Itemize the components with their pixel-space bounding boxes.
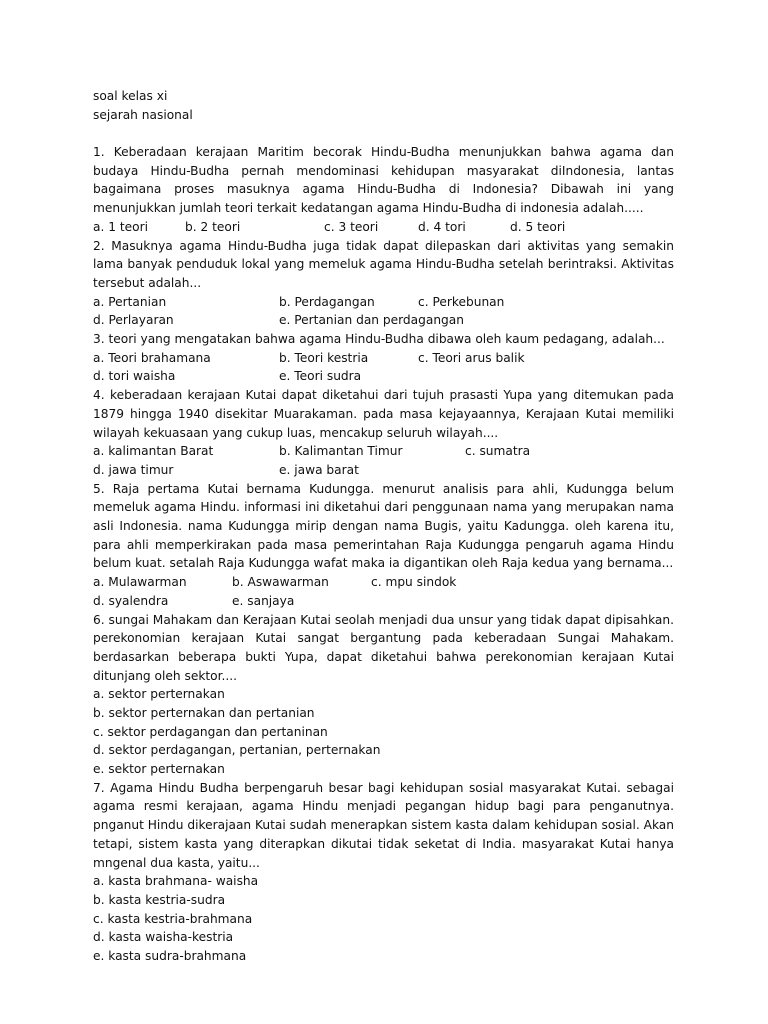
- option: d. 4 tori: [418, 219, 466, 234]
- option: d. sektor perdagangan, pertanian, perternakan: [93, 743, 381, 758]
- option: c. Perkebunan: [418, 294, 505, 309]
- question-4-options-row-2: [93, 461, 674, 480]
- question-2-options-row-1: [93, 293, 674, 312]
- option: a. sektor perternakan: [93, 687, 225, 702]
- question-5-text: 5. Raja pertama Kutai bernama Kudungga. menurut analisis para ahli, Kudungga belum memeluk agama Hindu. informasi ini diketahui dari penggunaan nama yang merupakan nama asli Indonesia. nama Kudungga mirip dengan nama Bugis, yaitu Kadungga. oleh karena itu, para ahli memperkirakan pada masa pemerintahan Raja Kudungga pengaruh agama Hindu belum kuat. setalah Raja Kudungga wafat maka ia digantikan oleh Raja kedua yang bernama...: [93, 481, 674, 571]
- option: d. syalendra: [93, 593, 169, 608]
- option: b. kasta kestria-sudra: [93, 892, 226, 907]
- doc-title-line-2: sejarah nasional: [93, 107, 193, 122]
- option: a. Teori brahamana: [93, 350, 211, 365]
- option: c. sektor perdagangan dan pertaninan: [93, 724, 328, 739]
- option: b. 2 teori: [185, 219, 241, 234]
- question-1-text: 1. Keberadaan kerajaan Maritim becorak Hindu-Budha menunjukkan bahwa agama dan budaya Hindu-Budha pernah mendominasi kehidupan masyarakat diIndonesia, lantas bagaimana proses masuknya agama Hindu-Budha di Indonesia? Dibawah ini yang menunjukkan jumlah teori terkait kedatangan agama Hindu-Budha di indonesia adalah.....: [93, 145, 674, 216]
- option: e. Teori sudra: [279, 369, 362, 384]
- question-3-options-row-1: [93, 349, 674, 368]
- option: e. Pertanian dan perdagangan: [279, 313, 464, 328]
- question-6-text: 6. sungai Mahakam dan Kerajaan Kutai seolah menjadi dua unsur yang tidak dapat dipisahkan. perekonomian kerajaan Kutai sangat bergantung pada keberadaan Sungai Mahakam. berdasarkan beberapa bukti Yupa, dapat diketahui bahwa perekonomian kerajaan Kutai ditunjang oleh sektor....: [93, 612, 674, 683]
- question-5-options-row-2: [93, 592, 674, 611]
- option: b. Kalimantan Timur: [279, 444, 403, 459]
- option: e. jawa barat: [279, 462, 359, 477]
- option: d. jawa timur: [93, 462, 174, 477]
- option: d. Perlayaran: [93, 313, 174, 328]
- option: a. kalimantan Barat: [93, 444, 214, 459]
- question-3-options-row-2: [93, 367, 674, 386]
- question-5-options-row-1: [93, 573, 674, 592]
- option: c. sumatra: [465, 444, 531, 459]
- option: a. Pertanian: [93, 294, 167, 309]
- question-3-text: 3. teori yang mengatakan bahwa agama Hindu-Budha dibawa oleh kaum pedagang, adalah...: [93, 332, 665, 347]
- option: b. Teori kestria: [279, 350, 369, 365]
- option: e. sektor perternakan: [93, 762, 225, 777]
- option: a. 1 teori: [93, 219, 148, 234]
- question-4-options-row-1: [93, 442, 674, 461]
- option: c. 3 teori: [324, 219, 379, 234]
- document-page: [93, 87, 674, 966]
- option: e. sanjaya: [232, 593, 295, 608]
- option: d. 5 teori: [510, 219, 566, 234]
- doc-title-line-1: soal kelas xi: [93, 89, 168, 103]
- option: a. kasta brahmana- waisha: [93, 874, 259, 889]
- option: c. kasta kestria-brahmana: [93, 911, 253, 926]
- option: c. Teori arus balik: [418, 350, 525, 365]
- option: d. tori waisha: [93, 369, 176, 384]
- option: b. sektor perternakan dan pertanian: [93, 706, 315, 720]
- question-2-text: 2. Masuknya agama Hindu-Budha juga tidak dapat dilepaskan dari aktivitas yang semakin lama banyak penduduk lokal yang memeluk agama Hindu-Budha setelah berintraksi. Aktivitas tersebut adalah...: [93, 238, 674, 290]
- question-4-text: 4. keberadaan kerajaan Kutai dapat diketahui dari tujuh prasasti Yupa yang ditemukan pada 1879 hingga 1940 disekitar Muarakaman. pada masa kejayaannya, Kerajaan Kutai memiliki wilayah kekuasaan yang cukup luas, mencakup seluruh wilayah....: [93, 388, 674, 440]
- spacer: [93, 124, 674, 143]
- option: d. kasta waisha-kestria: [93, 930, 234, 945]
- option: a. Mulawarman: [93, 575, 187, 590]
- question-1-options: [93, 218, 674, 237]
- option: e. kasta sudra-brahmana: [93, 949, 247, 964]
- option: b. Aswawarman: [232, 575, 329, 590]
- question-7-text: 7. Agama Hindu Budha berpengaruh besar bagi kehidupan sosial masyarakat Kutai. sebagai agama resmi kerajaan, agama Hindu menjadi pegangan hidup bagi para penganutnya. pnganut Hindu dikerajaan Kutai sudah menerapkan sistem kasta dalam kehidupan sosial. Akan tetapi, sistem kasta yang diterapkan dikutai tidak seketat di India. masyarakat Kutai hanya mngenal dua kasta, yaitu...: [93, 780, 674, 870]
- question-2-options-row-2: [93, 311, 674, 330]
- option: c. mpu sindok: [371, 575, 457, 590]
- option: b. Perdagangan: [279, 294, 375, 309]
